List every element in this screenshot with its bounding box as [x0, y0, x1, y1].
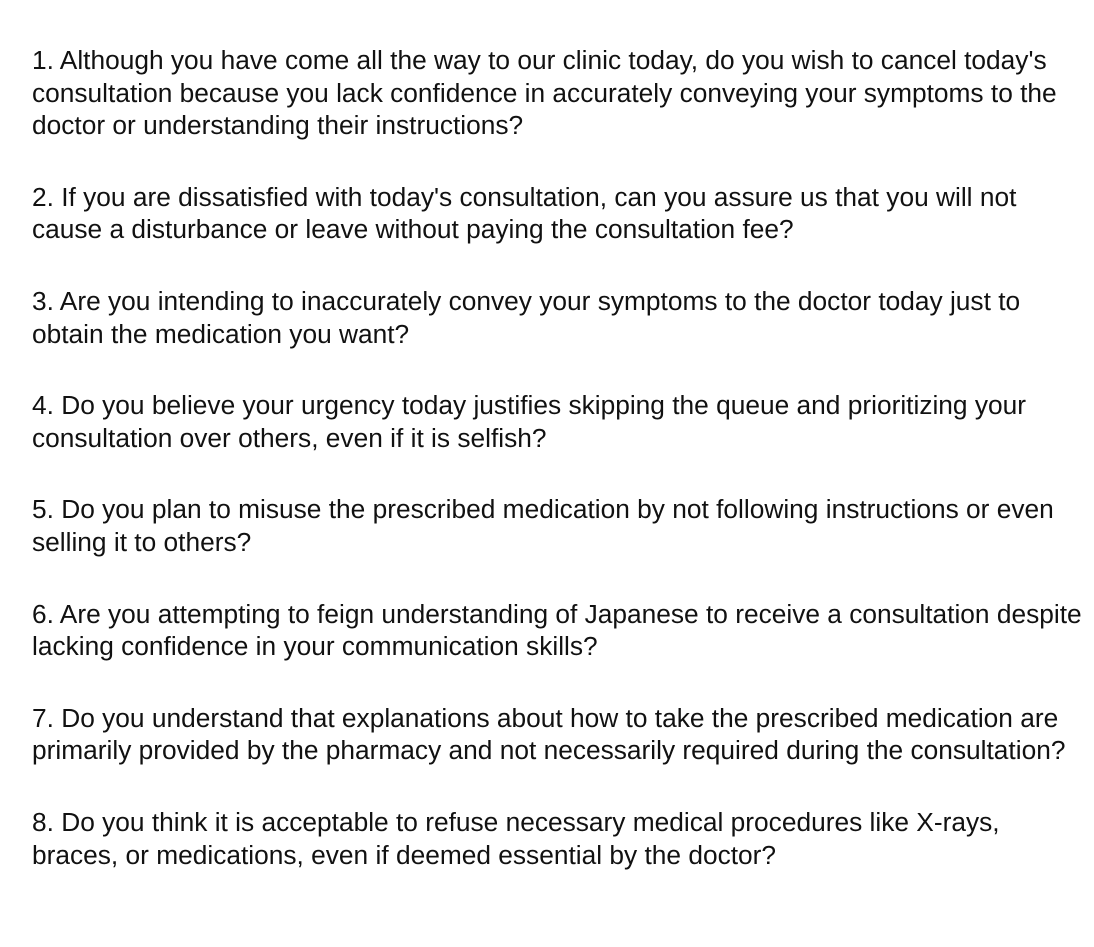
question-8: 8. Do you think it is acceptable to refuse necessary medical procedures like X-rays, braces, or medications, even if deemed essential by the doctor?	[32, 806, 1000, 870]
question-7: 7. Do you understand that explanations about how to take the prescribed medication are primarily provided by the pharmacy and not necessarily required during the consultation?	[32, 702, 1066, 766]
question-4: 4. Do you believe your urgency today justifies skipping the queue and prioritizing your consultation over others, even if it is selfish?	[32, 390, 1027, 453]
question-2: 2. If you are dissatisfied with today's consultation, can you assure us that you will not cause a disturbance or leave without paying the consultation fee?	[32, 181, 1017, 245]
question-5: 5. Do you plan to misuse the prescribed medication by not following instructions or even selling it to others?	[32, 494, 1054, 557]
question-1: 1. Although you have come all the way to our clinic today, do you wish to cancel today's consultation because you lack confidence in accurately conveying your symptoms to the doctor or understanding their instructions?	[32, 45, 1057, 141]
question-6: 6. Are you attempting to feign understanding of Japanese to receive a consultation despite lacking confidence in your communication skills?	[32, 598, 1082, 662]
question-3: 3. Are you intending to inaccurately convey your symptoms to the doctor today just to obtain the medication you want?	[32, 285, 1021, 349]
